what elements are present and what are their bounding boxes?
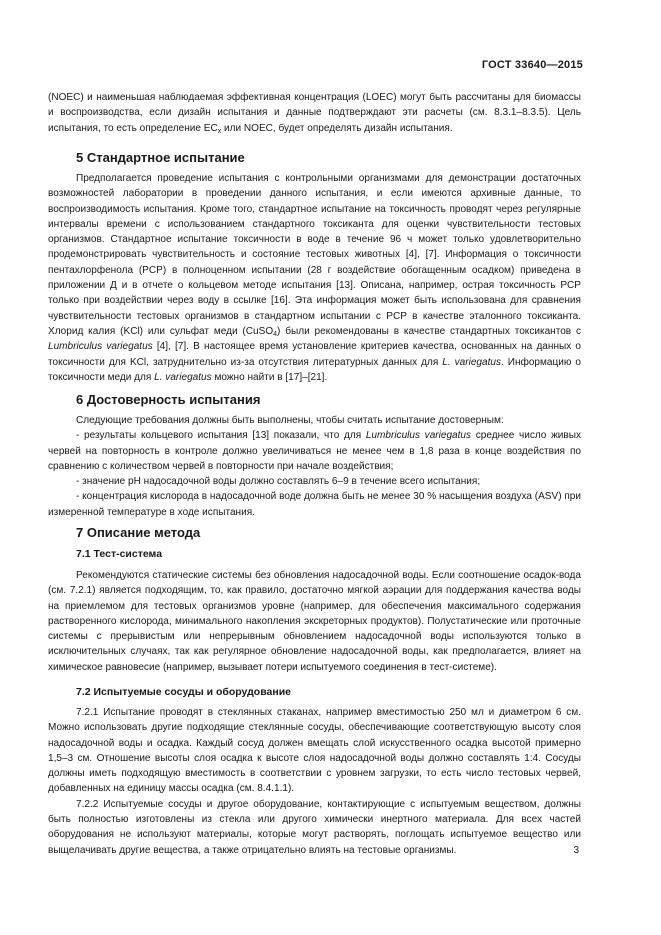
requirement-item: - концентрация кислорода в надосадочной воде должна быть не менее 30 % насыщения воздуха (ASV) при измеренной температуре в ходе испытания.: [48, 491, 581, 518]
subsection-7-2-heading: 7.2 Испытуемые сосуды и оборудование: [76, 686, 291, 698]
document-header: ГОСТ 33640—2015: [481, 59, 583, 71]
section-6-body: [48, 413, 581, 520]
page-number: 3: [573, 845, 579, 856]
intro-paragraph: (NOEC) и наименьшая наблюдаемая эффективная концентрация (LOEC) могут быть рассчитаны для биомассы и воспроизводства, если дизайн испытания и данные подтверждают эти расчеты (см. 8.3.1–8.3.5). Цель испытания, то есть определение $EC_x$ или NOEC, будет определять дизайн испытания.: [48, 92, 581, 135]
section-6-heading: 6 Достоверность испытания: [76, 392, 261, 407]
requirement-item: - результаты кольцевого испытания [13] показали, что для Lumbriculus variegatus среднее число живых червей на повторность в контроле должно увеличиваться не менее чем в 1,8 раза в конце воздействия по сравнению с количеством червей в повторности при начале воздействия;: [48, 430, 581, 472]
subsection-7-1-paragraph: Рекомендуются статические системы без обновления надосадочной воды. Если соотношение осадок-вода (см. 7.2.1) является подходящим, то, как правило, достаточно мягкой аэрации для поддержания качества воды на приемлемом для тестовых организмов уровне (например, для обеспечения максимального содержания растворенного кислорода, минимального накопления экскреторных продуктов). Полустатические или проточные системы с прерывистым или непрерывным обновлением надосадочной воды используются только в исключительных случаях, так как регулярное обновление надосадочной воды, как предполагается, влияет на химическое равновесие (например, вызывает потери испытуемого соединения в тест-системе).: [48, 570, 581, 673]
requirement-item: - значение pH надосадочной воды должно составлять 6–9 в течение всего испытания;: [76, 476, 481, 488]
subsection-7-2-body: [48, 705, 581, 858]
clause-7-2-1: 7.2.1 Испытание проводят в стеклянных стаканах, например вместимостью 250 мл и диаметром 6 см. Можно использовать другие подходящие стеклянные сосуды, обеспечивающие соответствующую высоту слоя надосадочной воды и осадка. Каждый сосуд должен вмещать слой искусственного осадка высотой примерно 1,5–3 см. Отношение высоты слоя осадка к высоте слоя надосадочной воды должно составлять 1:4. Сосуды должны иметь подходящую вместимость в соответствии с уровнем загрузки, то есть число тестовых червей, добавленных на единицу массы осадка (см. 8.4.1.1).: [48, 707, 581, 795]
section-6-lead: Следующие требования должны быть выполнены, чтобы считать испытание достоверным:: [76, 415, 504, 426]
section-5-paragraph: Предполагается проведение испытания с контрольными организмами для демонстрации достаточных возможностей лаборатории в проведении данного испытания, и если имеются архивные данные, то воспроизводимость испытания. Кроме того, стандартное испытание на токсичность проводят через регулярные интервалы времени с использованием стандартного токсиканта для оценки чувствительности тестовых организмов. Стандартное испытание токсичности в воде в течение 96 ч может только удовлетворительно продемонстрировать чувствительность и состояние тестовых животных [4], [7]. Информация о токсичности пентахлорфенола (PCP) в полноценном испытании (28 г воздействие обогащенным осадком) приведена в приложении Д и в отчете о кольцевом методе испытания [13]. Описана, например, острая токсичность PCP только при воздействии через воду в ссылке [16]. Эта информация может быть использована для сравнения чувствительности тестовых организмов в стандартном испытании с PCP в качестве эталонного токсиканта. Хлорид калия (KCl) или сульфат меди (CuSO$_4$) были рекомендованы в качестве стандартных токсикантов с Lumbriculus variegatus [4], [7]. В настоящее время установление критериев качества, основанных на данных о токсичности для KCl, затруднительно из-за отсутствия литературных данных для L. variegatus. Информацию о токсичности меди для L. variegatus можно найти в [17]–[21].: [48, 173, 582, 383]
section-5-heading: 5 Стандартное испытание: [76, 150, 245, 165]
clause-7-2-2: 7.2.2 Испытуемые сосуды и другое оборудование, контактирующие с испытуемым веществом, должны быть полностью изготовлены из стекла или другого химически инертного материала. Для всех частей оборудования не используют материалы, которые могут растворять, поглощать испытуемое вещество или выщелачивать другие вещества, а также отрицательно влиять на тестовые организмы.: [48, 798, 581, 856]
section-7-heading: 7 Описание метода: [76, 525, 201, 540]
subsection-7-1-heading: 7.1 Тест-система: [76, 548, 163, 560]
